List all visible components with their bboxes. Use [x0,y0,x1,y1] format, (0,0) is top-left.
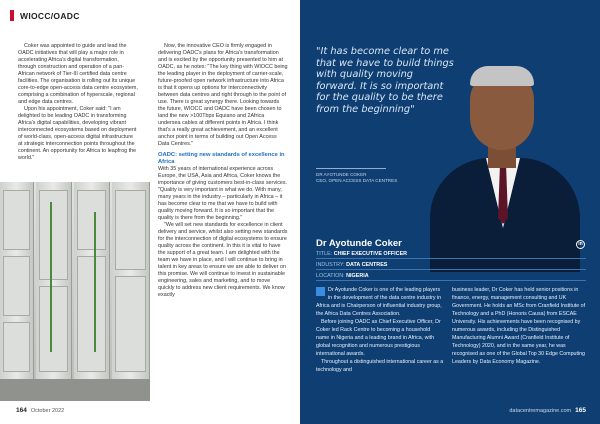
profile-name: Dr Ayotunde Coker [316,238,402,249]
data-centre-photo [0,182,150,401]
section-marker [10,10,14,21]
paragraph: Throughout a distinguished international career as a technology and [316,359,444,373]
attribution-name: DR AYOTUNDE COKER [316,172,367,177]
fact-label: LOCATION: [316,273,345,279]
paragraph: "We will set new standards for excellence in client delivery and service, whilst also setting new standards for the interconnection of digital ecosystems to ensure quality across the continent. In this it is vital to have the support of a great team. I am delighted with the team we have in place, and I will continue to bring in talent in key areas to ensure we are able to deliver on this promise. We will continue to invest in sustainable engineering, sales and marketing, and to move quickly to address new client requirements. We know exactly [158,222,288,298]
paragraph: With 35 years of international experience across Europe, the USA, Asia and Africa, Coker knows the importance of giving customers best-in-class services. "Quality is very important in what we do. With many, many years in the industry – particularly in Africa – it has become clear to me that we have to build with quality moving forward. It is so important that the quality is there from the beginning." [158,166,288,221]
fact-label: INDUSTRY: [316,262,345,268]
bio-column-2 [452,286,588,366]
paragraph: Now, the innovative CEO is firmly engaged in delivering OADC's plans for Africa's transformation and is excited by the opportunity presented to him at OADC, as he notes: "The key thing with WIOCC being the leading player in the deployment of carrier-scale, future-proofed open network infrastructure into Africa is that it opens up options for interconnectivity between data centres and right through to the point of use. There is great synergy there. Looking towards the future, WIOCC and OADC have been chosen to land the new >100Tbps Equiano and 2Africa undersea cables at different points in Africa. I think that's a really great achievement, and an excellent anchor point in terms of building out Open Access Data Centres." [158,43,288,147]
bio-column-1 [316,286,444,374]
issue-date: October 2022 [30,408,65,414]
fact-value: DATA CENTRES [346,262,388,268]
quote-attribution [316,172,397,184]
article-column-2 [158,43,288,299]
fact-title [316,250,586,259]
page-footer [509,407,586,414]
page-number: 165 [575,407,586,414]
paragraph: Upon his appointment, Coker said: "I am delighted to be leading OADC in transforming Africa's digital capabilities, developing vibrant interconnected ecosystems based on deployment of world-class, open-access digital infrastructure at strategic interconnection points throughout the continent. An opportunity for Africa to leapfrog the world." [18,106,137,161]
fact-value: NIGERIA [346,273,369,279]
paragraph-marker [316,287,325,296]
subheading: OADC: setting new standards of excellence in Africa [158,152,285,165]
fact-industry [316,261,586,270]
page-footer [16,407,64,414]
article-column-1 [18,43,138,162]
quote-divider [316,168,386,169]
paragraph: business leader, Dr Coker has held senior positions in finance, energy, management consulting and UK Government. He holds an MSc from Cranfield Institute of Technology and a PhD (Honoris Causa) from ESCAE University. His achievements have been recognised by numerous awards, including the Distinguished Manufacturing Alumni Award (Cranfield Institute of Technology) 2020, and in the same year, he was recognised as one of the Global Top 30 Edge Computing Leaders by Data Economy Magazine. [452,287,586,365]
server-rack [36,182,72,401]
paragraph: Coker was appointed to guide and lead the OADC initiatives that will play a major role in accelerating Africa's digital transformation, through construction and operation of a pan-African network of Tier-III certified data centre facilities. The organisation is rolling out its unique core-to-edge open-access data centre ecosystem, comprising a combination of hyperscale, regional and edge data centres. [18,43,138,105]
server-rack [112,182,150,401]
section-tag [10,10,80,21]
pull-quote: "It has become clear to me that we have to build things with quality moving forward. It is so important for the quality to be there from the beginning" [316,46,454,115]
linkedin-icon[interactable]: in [576,240,585,249]
server-rack [74,182,110,401]
section-label: WIOCC/OADC [20,10,80,21]
fact-value: CHIEF EXECUTIVE OFFICER [333,251,408,257]
fact-label: TITLE: [316,251,333,257]
fact-location [316,272,586,281]
page-number: 164 [16,407,27,414]
website: datacentremagazine.com [509,408,572,414]
paragraph: Dr Ayotunde Coker is one of the leading players in the development of the data centre industry in Africa and is Chairperson of influential industry group, the Africa Data Centres Association. [316,287,442,317]
floor [0,379,150,401]
right-page [300,0,600,424]
attribution-role: CEO, OPEN ACCESS DATA CENTRES [316,178,398,183]
paragraph: Before joining OADC as Chief Executive Officer, Dr Coker led Rack Centre to becoming a household name in Nigeria and a leading brand in Africa, with global recognition and numerous prestigious international awards. [316,319,441,357]
server-rack [0,182,34,401]
hair [470,66,534,86]
